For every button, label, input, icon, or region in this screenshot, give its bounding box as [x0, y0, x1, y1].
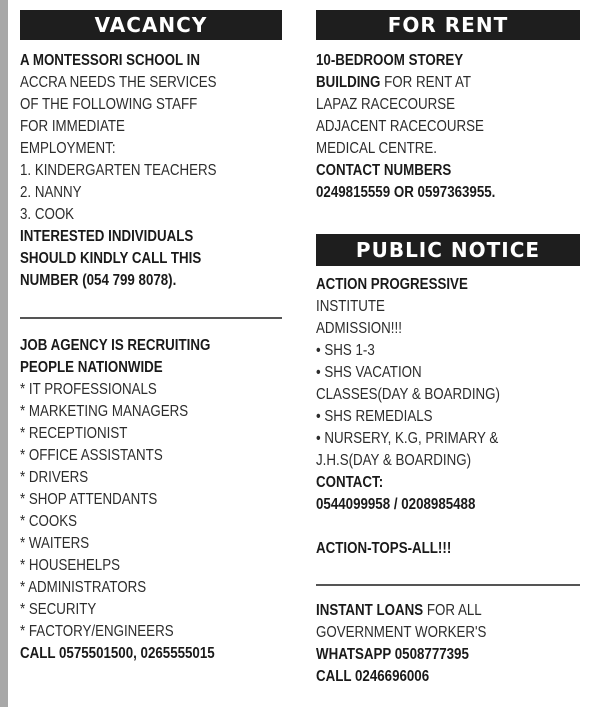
plain-text: FOR RENT AT: [380, 74, 472, 91]
job-agency-ad: [20, 335, 281, 665]
ad-line: [20, 226, 281, 248]
vacancy-ad: [20, 50, 281, 292]
bold-text: INTERESTED INDIVIDUALS: [20, 228, 194, 245]
right-column: [316, 10, 580, 688]
ad-line: [316, 274, 579, 296]
plain-text: * IT PROFESSIONALS: [20, 381, 157, 398]
plain-text: CLASSES(DAY & BOARDING): [316, 386, 500, 403]
bold-text: NUMBER (054 799 8078).: [20, 272, 177, 289]
plain-text: MEDICAL CENTRE.: [316, 140, 437, 157]
ad-line: [20, 577, 281, 599]
bold-text: WHATSAPP 0508777395: [316, 646, 469, 663]
ad-line: [20, 445, 281, 467]
ad-line: [20, 138, 281, 160]
ad-line: [316, 644, 579, 666]
bold-text: 10-BEDROOM STOREY: [316, 52, 464, 69]
ad-line: [20, 357, 281, 379]
plain-text: * WAITERS: [20, 535, 90, 552]
public-notice-tagline: ACTION-TOPS-ALL!!!: [316, 540, 452, 557]
plain-text: 2. NANNY: [20, 184, 82, 201]
plain-text: * MARKETING MANAGERS: [20, 403, 189, 420]
ad-line: [20, 72, 281, 94]
left-column: [20, 10, 282, 665]
plain-text: * OFFICE ASSISTANTS: [20, 447, 163, 464]
ad-line: [20, 204, 281, 226]
ad-line: [20, 489, 281, 511]
plain-text: FOR ALL: [423, 602, 482, 619]
ad-line: [316, 428, 579, 450]
ad-line: [316, 362, 579, 384]
ad-line: [20, 248, 281, 270]
ad-line: [316, 94, 579, 116]
plain-text: * COOKS: [20, 513, 78, 530]
ad-line: [20, 270, 281, 292]
ad-line: [20, 467, 281, 489]
public-notice-ad: [316, 274, 579, 560]
ad-line: [20, 182, 281, 204]
bold-text: CONTACT:: [316, 474, 384, 491]
ad-line: [316, 318, 579, 340]
ad-line: [316, 72, 579, 94]
plain-text: • NURSERY, K.G, PRIMARY &: [316, 430, 499, 447]
vacancy-header: VACANCY: [20, 10, 282, 40]
ad-line: [20, 160, 281, 182]
public-notice-lines: [316, 274, 579, 516]
plain-text: OF THE FOLLOWING STAFF: [20, 96, 198, 113]
plain-text: 1. KINDERGARTEN TEACHERS: [20, 162, 217, 179]
plain-text: * RECEPTIONIST: [20, 425, 128, 442]
plain-text: ACCRA NEEDS THE SERVICES: [20, 74, 217, 91]
bold-text: INSTANT LOANS: [316, 602, 424, 619]
ad-line: [316, 340, 579, 362]
plain-text: J.H.S(DAY & BOARDING): [316, 452, 472, 469]
ad-line: [20, 511, 281, 533]
plain-text: * HOUSEHELPS: [20, 557, 121, 574]
ad-line: [20, 335, 281, 357]
plain-text: * SECURITY: [20, 601, 97, 618]
plain-text: • SHS VACATION: [316, 364, 422, 381]
ad-line: [20, 116, 281, 138]
plain-text: FOR IMMEDIATE: [20, 118, 125, 135]
bold-text: JOB AGENCY IS RECRUITING: [20, 337, 211, 354]
plain-text: ADJACENT RACECOURSE: [316, 118, 484, 135]
bold-text: 0249815559 OR 0597363955.: [316, 184, 496, 201]
plain-text: * DRIVERS: [20, 469, 89, 486]
bold-text: A MONTESSORI SCHOOL IN: [20, 52, 200, 69]
bold-text: BUILDING: [316, 74, 381, 91]
ad-line: [20, 643, 281, 665]
bold-text: CALL 0575501500, 0265555015: [20, 645, 215, 662]
ad-line: [20, 50, 281, 72]
bold-text: 0544099958 / 0208985488: [316, 496, 476, 513]
plain-text: * FACTORY/ENGINEERS: [20, 623, 174, 640]
bold-text: PEOPLE NATIONWIDE: [20, 359, 163, 376]
ad-line: [316, 472, 579, 494]
ad-line: [316, 622, 579, 644]
bold-text: CONTACT NUMBERS: [316, 162, 452, 179]
plain-text: INSTITUTE: [316, 298, 385, 315]
ad-line: [20, 555, 281, 577]
ad-line: [20, 379, 281, 401]
plain-text: * SHOP ATTENDANTS: [20, 491, 158, 508]
loans-ad: [316, 600, 579, 688]
ad-line: [316, 600, 579, 622]
ad-line: [20, 533, 281, 555]
plain-text: GOVERNMENT WORKER'S: [316, 624, 487, 641]
plain-text: EMPLOYMENT:: [20, 140, 116, 157]
bold-text: SHOULD KINDLY CALL THIS: [20, 250, 202, 267]
plain-text: • SHS REMEDIALS: [316, 408, 433, 425]
for-rent-ad: [316, 50, 579, 204]
ad-line: [20, 599, 281, 621]
ad-line: [316, 182, 579, 204]
ad-line: [316, 450, 579, 472]
bold-text: CALL 0246696006: [316, 668, 430, 685]
bold-text: ACTION PROGRESSIVE: [316, 276, 468, 293]
ad-line: [316, 296, 579, 318]
ad-line: [20, 401, 281, 423]
ad-line: [316, 160, 579, 182]
for-rent-header: FOR RENT: [316, 10, 580, 40]
ad-line: [20, 423, 281, 445]
ad-line: [316, 384, 579, 406]
ad-line: [316, 50, 579, 72]
ad-line: [316, 494, 579, 516]
ad-line: [20, 94, 281, 116]
ad-line: [316, 666, 579, 688]
plain-text: LAPAZ RACECOURSE: [316, 96, 456, 113]
ad-line: [316, 138, 579, 160]
public-notice-header: PUBLIC NOTICE: [316, 234, 580, 266]
page-edge: [0, 0, 8, 707]
ad-line: [20, 621, 281, 643]
ad-line: [316, 406, 579, 428]
plain-text: ADMISSION!!!: [316, 320, 402, 337]
ad-line: [316, 116, 579, 138]
plain-text: • SHS 1-3: [316, 342, 375, 359]
plain-text: 3. COOK: [20, 206, 75, 223]
plain-text: * ADMINISTRATORS: [20, 579, 147, 596]
